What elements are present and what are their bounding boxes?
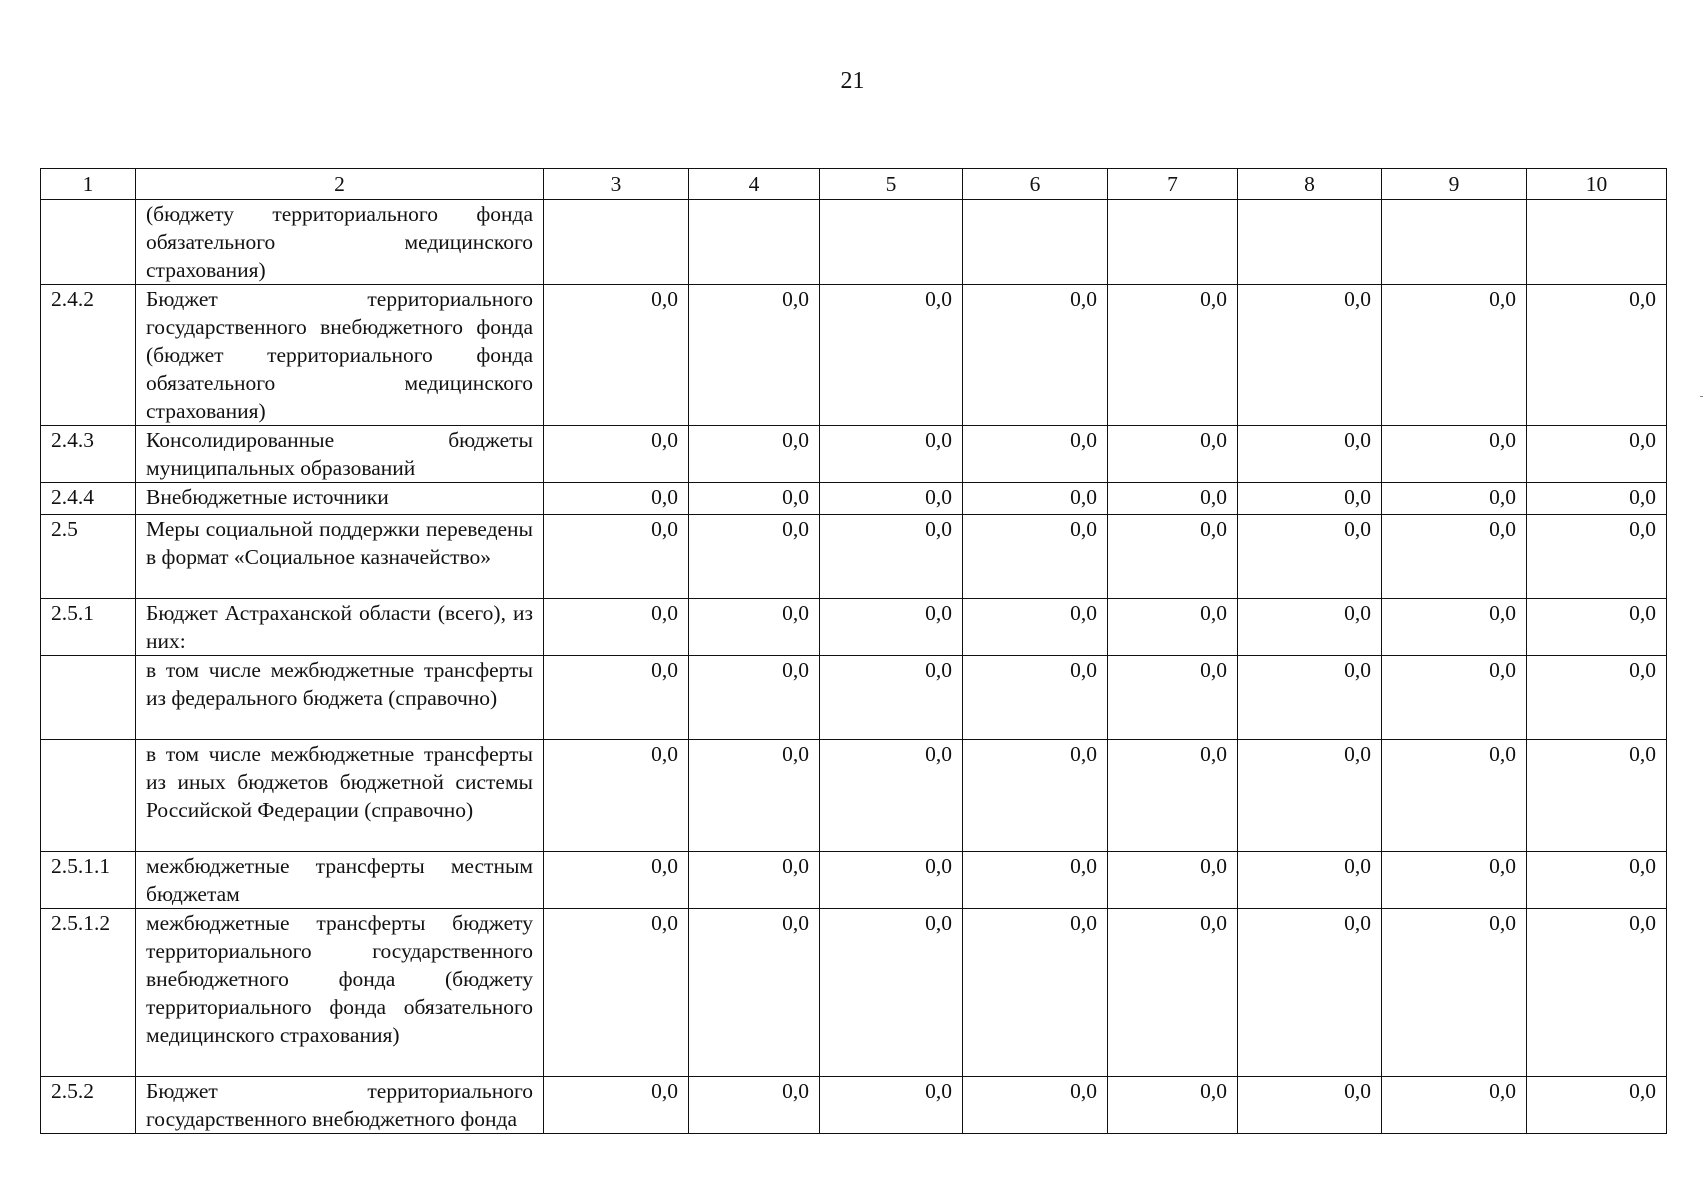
value-cell: 0,0 — [544, 909, 689, 1077]
table-body — [41, 200, 1667, 1134]
value-cell: 0,0 — [1527, 515, 1667, 599]
table-row — [41, 285, 1667, 426]
value-cell — [1108, 200, 1238, 285]
value-cell — [689, 200, 820, 285]
row-code: 2.4.4 — [41, 483, 136, 515]
value-cell: 0,0 — [1238, 909, 1382, 1077]
value-cell: 0,0 — [1527, 740, 1667, 852]
row-code — [41, 656, 136, 740]
value-cell: 0,0 — [1108, 599, 1238, 656]
value-cell: 0,0 — [820, 909, 963, 1077]
table-row — [41, 740, 1667, 852]
value-cell: 0,0 — [963, 599, 1108, 656]
value-cell: 0,0 — [544, 483, 689, 515]
value-cell: 0,0 — [963, 656, 1108, 740]
value-cell: 0,0 — [963, 483, 1108, 515]
value-cell: 0,0 — [544, 599, 689, 656]
row-description: Консолидированные бюджеты муниципальных образований — [136, 426, 544, 483]
value-cell — [1527, 200, 1667, 285]
value-cell: 0,0 — [1527, 656, 1667, 740]
value-cell: 0,0 — [544, 1077, 689, 1134]
value-cell: 0,0 — [963, 426, 1108, 483]
value-cell — [1382, 200, 1527, 285]
value-cell: 0,0 — [820, 285, 963, 426]
table-row — [41, 483, 1667, 515]
value-cell: 0,0 — [1238, 285, 1382, 426]
value-cell: 0,0 — [1108, 852, 1238, 909]
table-row — [41, 599, 1667, 656]
value-cell: 0,0 — [1108, 515, 1238, 599]
column-number-row — [41, 169, 1667, 200]
value-cell: 0,0 — [689, 852, 820, 909]
value-cell: 0,0 — [1382, 515, 1527, 599]
value-cell: 0,0 — [544, 740, 689, 852]
row-code: 2.5 — [41, 515, 136, 599]
value-cell: 0,0 — [1527, 909, 1667, 1077]
value-cell: 0,0 — [1108, 656, 1238, 740]
row-description: Меры социальной поддержки переведены в формат «Социальное казначейство» — [136, 515, 544, 599]
column-header: 6 — [963, 169, 1108, 200]
column-header: 1 — [41, 169, 136, 200]
value-cell: 0,0 — [544, 285, 689, 426]
value-cell: 0,0 — [1238, 852, 1382, 909]
value-cell: 0,0 — [1108, 909, 1238, 1077]
table-row — [41, 515, 1667, 599]
value-cell — [820, 200, 963, 285]
value-cell: 0,0 — [1108, 285, 1238, 426]
value-cell — [963, 200, 1108, 285]
value-cell: 0,0 — [820, 852, 963, 909]
row-code: 2.5.2 — [41, 1077, 136, 1134]
value-cell: 0,0 — [1238, 740, 1382, 852]
column-header: 7 — [1108, 169, 1238, 200]
table-row — [41, 656, 1667, 740]
table-row — [41, 200, 1667, 285]
value-cell: 0,0 — [1382, 1077, 1527, 1134]
value-cell: 0,0 — [689, 656, 820, 740]
value-cell: 0,0 — [820, 515, 963, 599]
value-cell: 0,0 — [1238, 515, 1382, 599]
value-cell: 0,0 — [963, 1077, 1108, 1134]
value-cell: 0,0 — [963, 852, 1108, 909]
value-cell: 0,0 — [1527, 426, 1667, 483]
value-cell: 0,0 — [689, 599, 820, 656]
value-cell: 0,0 — [820, 599, 963, 656]
value-cell: 0,0 — [963, 909, 1108, 1077]
value-cell: 0,0 — [1108, 1077, 1238, 1134]
value-cell: 0,0 — [963, 740, 1108, 852]
value-cell: 0,0 — [1382, 599, 1527, 656]
value-cell: 0,0 — [544, 515, 689, 599]
column-header: 3 — [544, 169, 689, 200]
value-cell: 0,0 — [1527, 285, 1667, 426]
row-description: в том числе межбюджетные трансферты из федерального бюджета (справочно) — [136, 656, 544, 740]
row-code: 2.5.1.2 — [41, 909, 136, 1077]
row-description: Внебюджетные источники — [136, 483, 544, 515]
value-cell: 0,0 — [1527, 1077, 1667, 1134]
table-row — [41, 426, 1667, 483]
row-code: 2.5.1.1 — [41, 852, 136, 909]
table-row — [41, 909, 1667, 1077]
value-cell: 0,0 — [689, 426, 820, 483]
value-cell: 0,0 — [1527, 599, 1667, 656]
row-code — [41, 740, 136, 852]
value-cell: 0,0 — [963, 515, 1108, 599]
row-code: 2.5.1 — [41, 599, 136, 656]
scan-artifact — [1700, 396, 1703, 397]
value-cell: 0,0 — [820, 656, 963, 740]
value-cell: 0,0 — [1382, 852, 1527, 909]
value-cell — [544, 200, 689, 285]
value-cell: 0,0 — [1238, 426, 1382, 483]
page-number: 21 — [840, 68, 865, 94]
row-code: 2.4.2 — [41, 285, 136, 426]
value-cell: 0,0 — [1382, 656, 1527, 740]
value-cell: 0,0 — [963, 285, 1108, 426]
value-cell: 0,0 — [1527, 852, 1667, 909]
row-description: Бюджет территориального государственного внебюджетного фонда (бюджет территориального фонда обязательного медицинского страхования) — [136, 285, 544, 426]
row-description: межбюджетные трансферты бюджету территориального государственного внебюджетного фонда (бюджету территориального фонда обязательного медицинского страхования) — [136, 909, 544, 1077]
row-description: в том числе межбюджетные трансферты из иных бюджетов бюджетной системы Российской Федерации (справочно) — [136, 740, 544, 852]
column-header: 10 — [1527, 169, 1667, 200]
value-cell: 0,0 — [1108, 740, 1238, 852]
value-cell: 0,0 — [1382, 285, 1527, 426]
value-cell: 0,0 — [689, 740, 820, 852]
value-cell: 0,0 — [820, 1077, 963, 1134]
value-cell: 0,0 — [1238, 599, 1382, 656]
value-cell: 0,0 — [1382, 909, 1527, 1077]
row-description: (бюджету территориального фонда обязательного медицинского страхования) — [136, 200, 544, 285]
value-cell: 0,0 — [820, 483, 963, 515]
table-row — [41, 1077, 1667, 1134]
value-cell: 0,0 — [1238, 1077, 1382, 1134]
column-header: 2 — [136, 169, 544, 200]
row-code — [41, 200, 136, 285]
value-cell: 0,0 — [820, 426, 963, 483]
value-cell: 0,0 — [1238, 656, 1382, 740]
value-cell: 0,0 — [689, 515, 820, 599]
value-cell: 0,0 — [689, 1077, 820, 1134]
column-header: 9 — [1382, 169, 1527, 200]
value-cell: 0,0 — [544, 656, 689, 740]
value-cell: 0,0 — [1527, 483, 1667, 515]
value-cell: 0,0 — [689, 285, 820, 426]
value-cell: 0,0 — [544, 426, 689, 483]
row-description: Бюджет Астраханской области (всего), из них: — [136, 599, 544, 656]
column-header: 5 — [820, 169, 963, 200]
value-cell: 0,0 — [820, 740, 963, 852]
value-cell: 0,0 — [1108, 483, 1238, 515]
value-cell: 0,0 — [1382, 740, 1527, 852]
value-cell: 0,0 — [1238, 483, 1382, 515]
value-cell: 0,0 — [689, 483, 820, 515]
value-cell: 0,0 — [1108, 426, 1238, 483]
value-cell: 0,0 — [1382, 483, 1527, 515]
column-header: 4 — [689, 169, 820, 200]
row-description: межбюджетные трансферты местным бюджетам — [136, 852, 544, 909]
value-cell: 0,0 — [544, 852, 689, 909]
table-row — [41, 852, 1667, 909]
column-header: 8 — [1238, 169, 1382, 200]
value-cell: 0,0 — [1382, 426, 1527, 483]
value-cell: 0,0 — [689, 909, 820, 1077]
row-description: Бюджет территориального государственного внебюджетного фонда — [136, 1077, 544, 1134]
row-code: 2.4.3 — [41, 426, 136, 483]
value-cell — [1238, 200, 1382, 285]
budget-table — [40, 168, 1667, 1134]
